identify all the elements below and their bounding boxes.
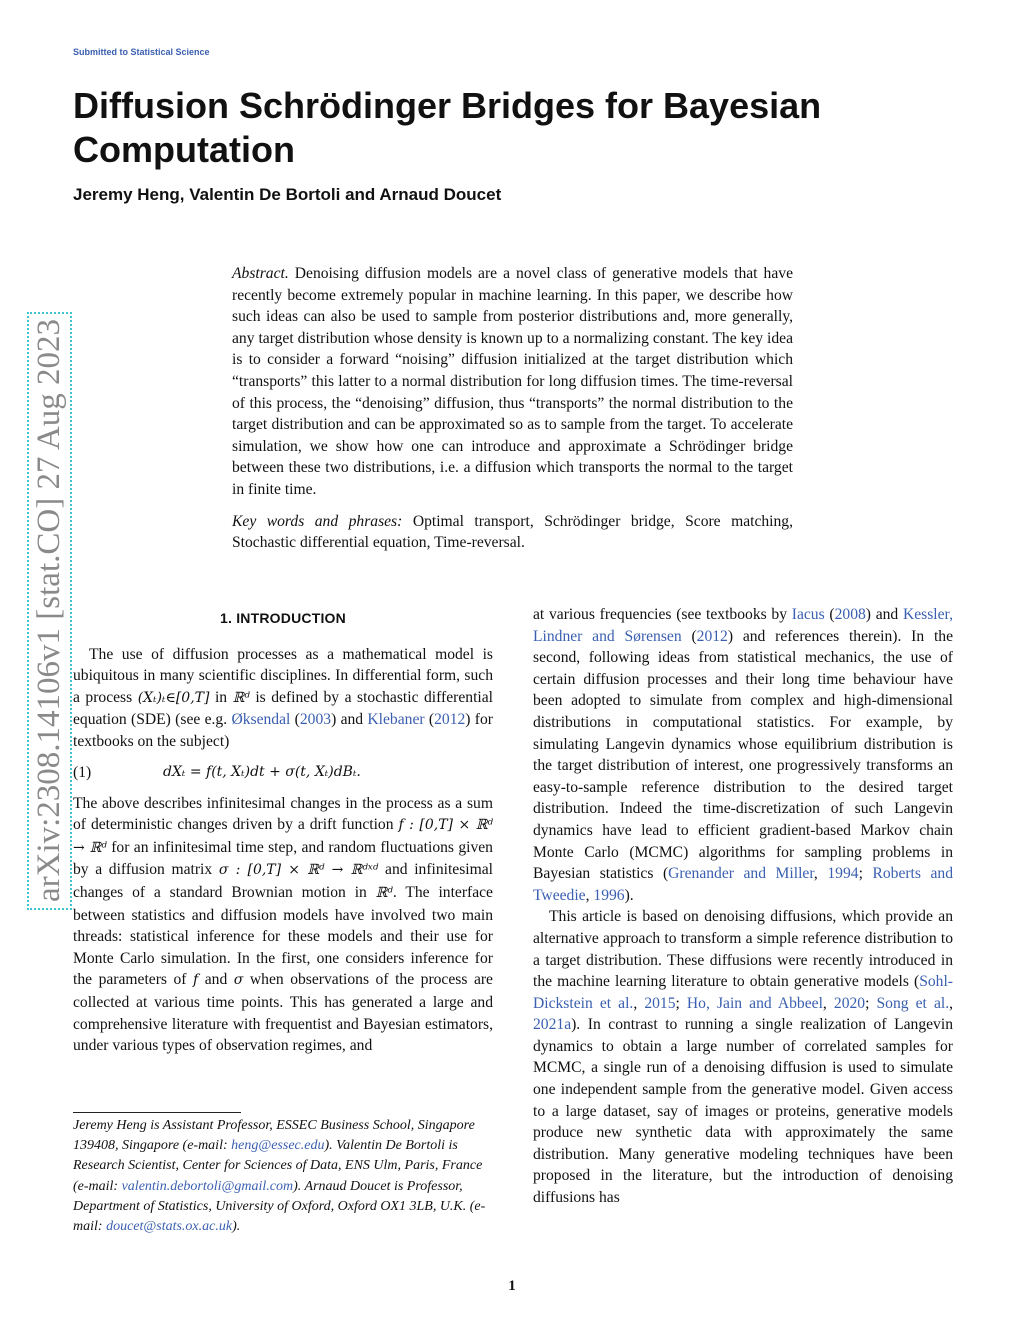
citation-link[interactable]: 1994 bbox=[827, 865, 859, 883]
abstract-text bbox=[232, 263, 793, 501]
page-number: 1 bbox=[508, 1278, 516, 1294]
citation-link[interactable]: Roberts and Tweedie bbox=[533, 865, 954, 904]
citation-link[interactable]: Kessler, Lindner and Sørensen bbox=[533, 606, 953, 645]
citation-link[interactable]: 2020 bbox=[833, 994, 866, 1012]
citation-link[interactable]: 2003 bbox=[299, 711, 332, 729]
paper-title: Diffusion Schrödinger Bridges for Bayesian Computation bbox=[73, 85, 822, 170]
citation-link[interactable]: 2021a bbox=[533, 1016, 572, 1034]
citation-link[interactable]: Klebaner bbox=[367, 711, 425, 729]
abstract-label: Abstract. bbox=[232, 265, 289, 282]
math-rd: ℝᵈ bbox=[232, 689, 250, 706]
right-column bbox=[533, 604, 953, 1209]
citation-link[interactable]: Ho, Jain and Abbeel bbox=[686, 994, 823, 1012]
keywords-label: Key words and phrases: bbox=[232, 512, 403, 530]
keywords bbox=[232, 511, 793, 554]
citation-link[interactable]: Øksendal bbox=[231, 711, 291, 729]
footnote-divider bbox=[73, 1112, 241, 1113]
citation-link[interactable]: 2008 bbox=[834, 606, 866, 623]
arxiv-stamp: arXiv:2308.14106v1 [stat.CO] 27 Aug 2023 bbox=[27, 312, 72, 910]
intro-paragraph-1: The use of diffusion processes as a mathematical model is ubiquitous in many scientific disciplines. In differential form, such a process (Xₜ)ₜ∈[0,T] in ℝᵈ is defined by a stochastic differential equation (SDE) (see e.g. Øksendal (2003) and Klebaner (2012) for textbooks on the subject) bbox=[73, 645, 493, 750]
equation-number: (1) bbox=[73, 763, 92, 781]
abstract-body: Denoising diffusion models are a novel class of generative models that have recently become extremely popular in machine learning. In this paper, we describe how such ideas can also be used to sample from posterior distributions and, more generally, any target distribution whose density is known up to a normalizing constant. The key idea is to consider a forward “noising” diffusion initialized at the target distribution which “transports” this latter to a normal distribution for long diffusion times. The time-reversal of this process, the “denoising” diffusion, thus “transports” the normal distribution to the target distribution and can be approximated so as to sample from the target. To accelerate simulation, we show how one can introduce and approximate a Schrödinger bridge between these two distributions, i.e. a diffusion which transports the normal to the target in finite time. bbox=[232, 265, 793, 498]
email-link[interactable]: doucet@stats.ox.ac.uk bbox=[106, 1219, 233, 1235]
journal-name: Submitted to Statistical Science bbox=[73, 47, 210, 57]
author-list: Jeremy Heng, Valentin De Bortoli and Arnaud Doucet bbox=[73, 185, 502, 204]
math-process: (Xₜ)ₜ∈[0,T] bbox=[137, 689, 210, 706]
intro-paragraph-4: This article is based on denoising diffusions, which provide an alternative approach to transform a simple reference distribution to a target distribution. These diffusions were recently introduced in the machine learning literature to obtain generative models (Sohl-Dickstein et al., 2015; Ho, Jain and Abbeel, 2020; Song et al., 2021a). In contrast to running a single realization of Langevin dynamics to obtain a large number of correlated samples for MCMC, a single run of a denoising diffusion is used to simulate one independent sample from the generative model. Given access to a large dataset, say of images or proteins, generative models produce new synthetic data with approximately the same distribution. Many generative modeling techniques have been proposed in the literature, but the introduction of denoising diffusions has bbox=[533, 908, 954, 1207]
keywords-body: Optimal transport, Schrödinger bridge, Score matching, Stochastic differential equation, Time-reversal. bbox=[232, 512, 794, 552]
section-heading: 1. INTRODUCTION bbox=[220, 610, 346, 626]
author-footnote bbox=[73, 1116, 493, 1237]
intro-paragraph-3: at various frequencies (see textbooks by Iacus (2008) and Kessler, Lindner and Sørensen (2012) and references therein). In the second, following ideas from statistical mechanics, the use of certain diffusion processes and their long time behaviour have been adopted to simulate from complex and high-dimensional distributions in computational statistics. For example, by simulating Langevin dynamics whose equilibrium distribution is the target distribution of interest, one progressively transforms an easy-to-sample reference distribution to the desired target distribution. Indeed the time-discretization of such Langevin dynamics have lead to efficient gradient-based Markov chain Monte Carlo (MCMC) algorithms for sampling problems in Bayesian statistics (Grenander and Miller, 1994; Roberts and Tweedie, 1996). bbox=[533, 606, 954, 904]
citation-link[interactable]: Song et al. bbox=[876, 994, 950, 1012]
abstract bbox=[232, 263, 793, 554]
citation-link[interactable]: Iacus bbox=[791, 606, 825, 623]
email-link[interactable]: valentin.debortoli@gmail.com bbox=[121, 1178, 294, 1194]
citation-link[interactable]: Grenander and Miller bbox=[668, 865, 814, 883]
intro-paragraph-2: The above describes infinitesimal changes in the process as a sum of deterministic changes driven by a drift function f : [0,T] × ℝᵈ → ℝᵈ for an infinitesimal time step, and random fluctuations given by a diffusion matrix σ : [0,T] × ℝᵈ → ℝᵈˣᵈ and infinitesimal changes of a standard Brownian motion in ℝᵈ. The interface between statistics and diffusion models have involved two main threads: statistical inference for these models and their use for Monte Carlo simulation. In the first, one considers inference for the parameters of f and σ when observations of the process are collected at various time points. This has generated a large and comprehensive literature with frequentist and Bayesian estimators, under various types of observation regimes, and bbox=[73, 794, 494, 1055]
left-column bbox=[73, 604, 493, 1057]
equation-1 bbox=[73, 761, 493, 785]
citation-link[interactable]: 2012 bbox=[696, 627, 728, 645]
footnote-text: Jeremy Heng is Assistant Professor, ESSEC Business School, Singapore 139408, Singapore (e-mail: heng@essec.edu). Valentin De Bortoli is Research Scientist, Center for Sciences of Data, ENS Ulm, Paris, France (e-mail: valentin.debortoli@gmail.com). Arnaud Doucet is Professor, Department of Statistics, University of Oxford, Oxford OX1 3LB, U.K. (e-mail: doucet@stats.ox.ac.uk). bbox=[73, 1118, 486, 1235]
citation-link[interactable]: 2015 bbox=[644, 994, 676, 1012]
equation-formula: dXₜ = f(t, Xₜ)dt + σ(t, Xₜ)dBₜ. bbox=[163, 763, 361, 780]
email-link[interactable]: heng@essec.edu bbox=[231, 1138, 325, 1154]
citation-link[interactable]: 1996 bbox=[593, 886, 625, 904]
citation-link[interactable]: Sohl-Dickstein et al. bbox=[533, 973, 953, 1012]
citation-link[interactable]: 2012 bbox=[434, 711, 466, 729]
